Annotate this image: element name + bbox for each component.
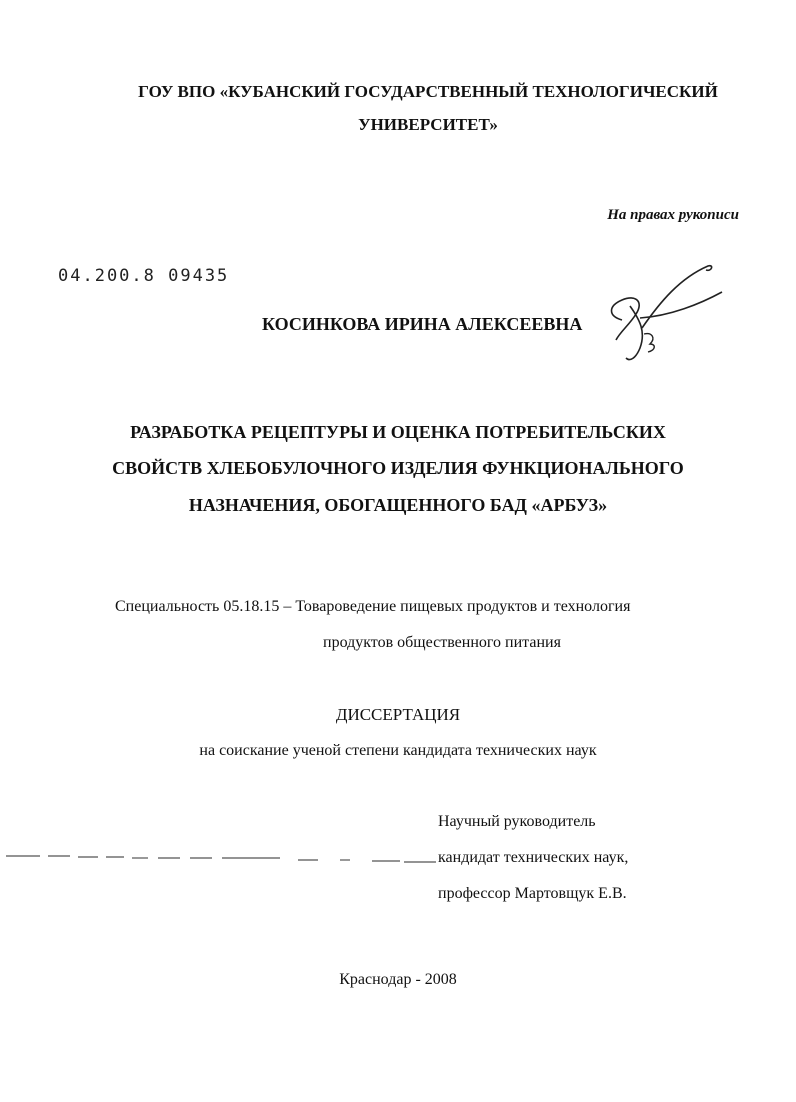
supervisor-name: профессор Мартовщук Е.В.	[438, 885, 627, 902]
scan-artifact-line	[0, 850, 440, 866]
university-name-line1: ГОУ ВПО «КУБАНСКИЙ ГОСУДАРСТВЕННЫЙ ТЕХНОЛОГИЧЕСКИЙ	[138, 82, 718, 101]
document-number-stamp: 04.200.8 09435	[58, 266, 230, 286]
handwritten-signature-icon	[600, 258, 730, 368]
specialty-line1: Специальность 05.18.15 – Товароведение пищевых продуктов и технология	[115, 598, 631, 615]
dissertation-label: ДИССЕРТАЦИЯ	[335, 705, 461, 724]
manuscript-rights-note: На правах рукописи	[607, 207, 739, 223]
specialty-line2: продуктов общественного питания	[323, 634, 561, 651]
thesis-title-line2: СВОЙСТВ ХЛЕБОБУЛОЧНОГО ИЗДЕЛИЯ ФУНКЦИОНАЛЬНОГО	[112, 458, 684, 478]
city-year: Краснодар - 2008	[339, 971, 457, 988]
thesis-title-line3: НАЗНАЧЕНИЯ, ОБОГАЩЕННОГО БАД «АРБУЗ»	[188, 495, 608, 515]
supervisor-role: Научный руководитель	[438, 813, 596, 830]
university-name-line2: УНИВЕРСИТЕТ»	[358, 115, 498, 134]
degree-description: на соискание ученой степени кандидата технических наук	[199, 742, 597, 759]
thesis-title-line1: РАЗРАБОТКА РЕЦЕПТУРЫ И ОЦЕНКА ПОТРЕБИТЕЛЬСКИХ	[130, 422, 666, 442]
author-name: КОСИНКОВА ИРИНА АЛЕКСЕЕВНА	[262, 314, 583, 334]
supervisor-degree: кандидат технических наук,	[438, 849, 629, 866]
